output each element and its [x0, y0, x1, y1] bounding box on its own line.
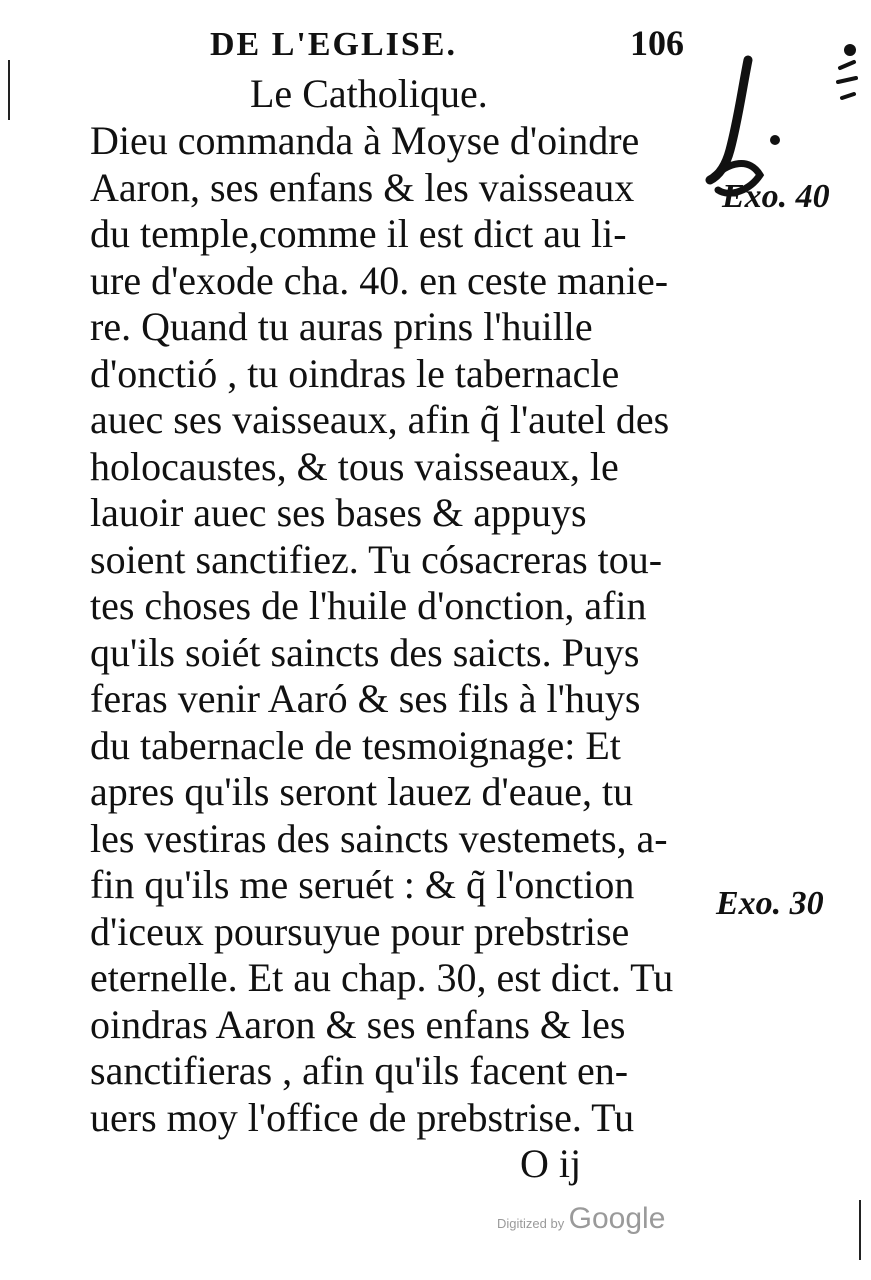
text-line: oindras Aaron & ses enfans & les — [90, 1001, 626, 1047]
text-line: les vestiras des saincts vestemets, a- — [90, 815, 668, 861]
text-line: apres qu'ils seront lauez d'eaue, tu — [90, 769, 634, 814]
digitization-footer — [497, 1202, 665, 1236]
brand-logo: Google — [568, 1202, 666, 1235]
text-line: ure d'exode cha. 40. en ceste manie- — [90, 257, 669, 303]
body-text — [90, 118, 710, 1141]
text-line: soient sanctifiez. Tu cósacreras tou- — [90, 536, 663, 582]
page-header — [210, 22, 710, 70]
text-line: lauoir auec ses bases & appuys — [90, 490, 587, 535]
text-line: du temple,comme il est dict au li- — [90, 211, 627, 256]
text-line: uers moy l'office de prebstrise. Tu — [90, 1094, 635, 1140]
text-line: d'iceux poursuyue pour prebstrise — [90, 908, 630, 954]
text-line: d'onctió , tu oindras le tabernacle — [90, 350, 620, 396]
text-line: du tabernacle de tesmoignage: Et — [90, 722, 621, 768]
running-head: DE L'EGLISE. — [210, 26, 457, 63]
text-line: qu'ils soiét saincts des saicts. Puys — [90, 629, 640, 675]
text-line: fin qu'ils me seruét : & q̃ l'onction — [90, 862, 635, 907]
text-line: Dieu commanda à Moyse d'oindre — [90, 118, 640, 163]
margin-note-exodus-40: Exo. 40 — [722, 178, 830, 215]
page-edge-right — [859, 1200, 861, 1260]
signature-mark: O ij — [520, 1141, 582, 1186]
text-line: re. Quand tu auras prins l'huille — [90, 304, 593, 349]
text-line: auec ses vaisseaux, afin q̃ l'autel des — [90, 397, 670, 442]
section-subtitle: Le Catholique. — [250, 71, 488, 116]
page-edge-left — [8, 60, 10, 120]
page-number: 106 — [630, 23, 684, 63]
text-line: Aaron, ses enfans & les vaisseaux — [90, 164, 635, 210]
text-line: eternelle. Et au chap. 30, est dict. Tu — [90, 955, 674, 1000]
text-line: holocaustes, & tous vaisseaux, le — [90, 443, 619, 489]
text-line: sanctifieras , afin qu'ils facent en- — [90, 1048, 629, 1093]
margin-note-exodus-30: Exo. 30 — [716, 885, 824, 922]
text-line: feras venir Aaró & ses fils à l'huys — [90, 676, 641, 721]
digitized-label: Digitized by — [497, 1216, 565, 1231]
text-line: tes choses de l'huile d'onction, afin — [90, 583, 647, 628]
